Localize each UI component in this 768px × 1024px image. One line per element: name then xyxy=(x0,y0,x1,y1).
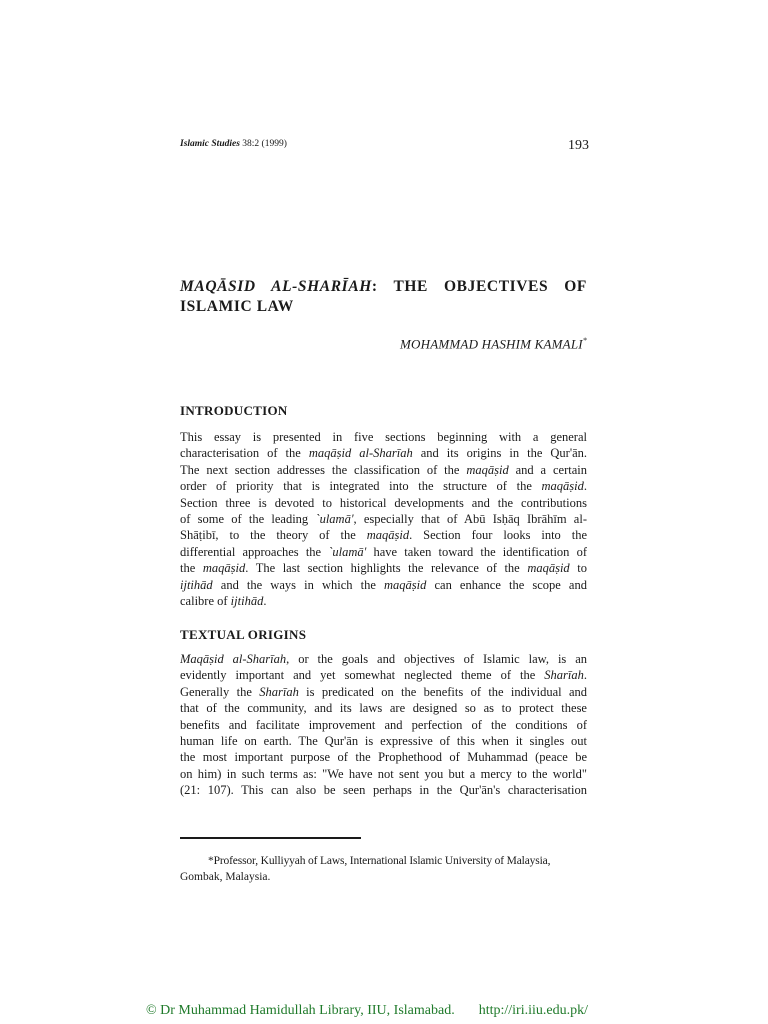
author-name: MOHAMMAD HASHIM KAMALI* xyxy=(400,336,587,352)
footnote xyxy=(180,853,587,885)
paragraph-line: of some of the leading `ulamā', especially that of Abū Isḥāq Ibrāhīm al- xyxy=(180,512,587,527)
textual-origins-paragraph xyxy=(180,651,587,799)
page-number: 193 xyxy=(568,138,589,153)
volume-year: 38:2 (1999) xyxy=(239,139,287,149)
paragraph-line: benefits and facilitate improvement and perfection of the conditions of xyxy=(180,717,587,732)
paragraph-line: characterisation of the maqāṣid al-Sharīah and its origins in the Qur'ān. xyxy=(180,446,587,461)
paragraph-line: Maqāṣid al-Sharīah, or the goals and objectives of Islamic law, is an xyxy=(180,652,587,666)
introduction-paragraph xyxy=(180,429,587,609)
running-head xyxy=(180,139,287,149)
journal-name: Islamic Studies xyxy=(180,139,240,149)
section-heading-textual-origins: TEXTUAL ORIGINS xyxy=(180,627,307,642)
paragraph-line: Shāṭibī, to the theory of the maqāṣid. Section four looks into the xyxy=(180,528,587,543)
paragraph-line: This essay is presented in five sections beginning with a general xyxy=(180,430,587,444)
paragraph-line: evidently important and yet somewhat neglected theme of the Sharīah. xyxy=(180,668,587,683)
paragraph-line: differential approaches the `ulamā' have taken toward the identification of xyxy=(180,544,587,559)
paragraph-line: that of the community, and its laws are designed so as to protect these xyxy=(180,701,587,716)
article-title xyxy=(180,277,587,317)
paragraph-line: the maqāṣid. The last section highlights the relevance of the maqāṣid to xyxy=(180,561,587,576)
paragraph-line: ijtihād and the ways in which the maqāṣid can enhance the scope and xyxy=(180,577,587,592)
paragraph-line: Section three is devoted to historical developments and the contributions xyxy=(180,495,587,510)
footnote-divider xyxy=(180,837,361,839)
section-heading-introduction: INTRODUCTION xyxy=(180,403,288,418)
paragraph-line: order of priority that is integrated into the structure of the maqāṣid. xyxy=(180,479,587,494)
paragraph-line: Generally the Sharīah is predicated on the benefits of the individual and xyxy=(180,684,587,699)
paragraph-line: the most important purpose of the Prophethood of Muhammad (peace be xyxy=(180,750,587,765)
paragraph-line: The next section addresses the classification of the maqāṣid and a certain xyxy=(180,462,587,477)
library-name: © Dr Muhammad Hamidullah Library, IIU, Islamabad. xyxy=(146,1003,455,1018)
source-url-link[interactable]: http://iri.iiu.edu.pk/ xyxy=(478,1003,588,1018)
footnote-line-2: Gombak, Malaysia. xyxy=(180,871,271,883)
library-credit xyxy=(146,1003,588,1019)
footnote-line-1: *Professor, Kulliyyah of Laws, International Islamic University of Malaysia, xyxy=(208,855,551,867)
title-line-2: ISLAMIC LAW xyxy=(180,298,294,315)
paragraph-line: calibre of ijtihād. xyxy=(180,594,267,609)
paragraph-line: (21: 107). This can also be seen perhaps in the Qur'ān's characterisation xyxy=(180,783,587,798)
title-line-1: MAQĀSID AL-SHARĪAH: THE OBJECTIVES OF xyxy=(180,278,587,295)
paragraph-line: on him) in such terms as: "We have not sent you but a mercy to the world" xyxy=(180,766,587,781)
paragraph-line: human life on earth. The Qur'ān is expressive of this when it singles out xyxy=(180,734,587,749)
